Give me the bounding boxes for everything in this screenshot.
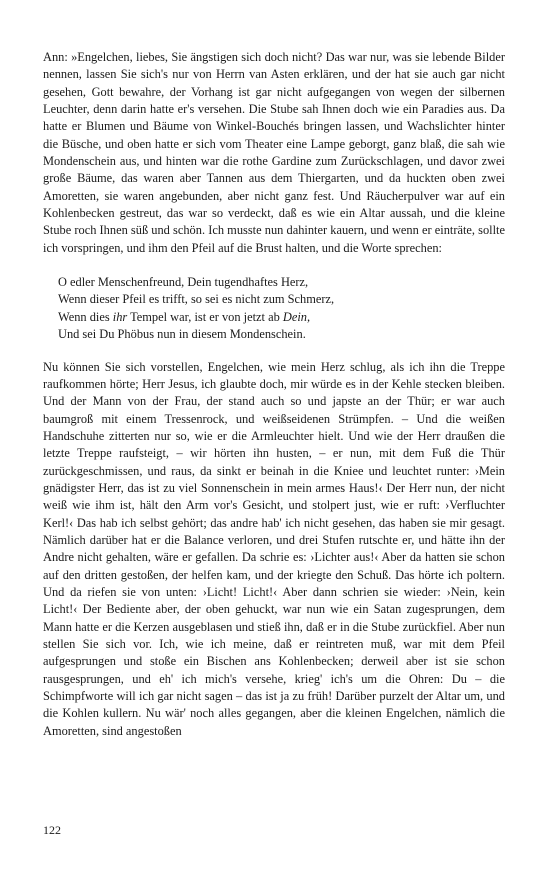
poem-emphasis: ihr	[112, 309, 128, 324]
poem-text: Wenn dies	[58, 309, 113, 324]
poem-text: Tempel war, ist er von jetzt ab	[127, 309, 283, 324]
poem-line	[58, 309, 505, 326]
poem-block	[58, 274, 505, 343]
poem-emphasis: Dein,	[282, 309, 311, 324]
poem-line: Wenn dieser Pfeil es trifft, so sei es nicht zum Schmerz,	[58, 292, 335, 307]
poem-line: Und sei Du Phöbus nun in diesem Mondenschein.	[58, 327, 306, 342]
page-number: 122	[43, 823, 61, 837]
page-body	[43, 49, 505, 740]
paragraph: Ann: »Engelchen, liebes, Sie ängstigen sich doch nicht? Das war nur, was sie lebende Bilder nennen, lassen Sie sich's nur von Herrn van Asten erklären, und der hat sie auch gar nicht gesehen, Gott bewahre, der Vorhang ist gar nicht aufgegangen von wegen der silbernen Leuchter, denn darin hatte er's versehen. Die Stube sah Ihnen doch wie ein Paradies aus. Da hatte er Blumen und Bäume von Winkel-Bouchés bringen lassen, und Wachslichter hinter die Büsche, und oben hatte er sich vom Theater eine Lampe geborgt, ganz blaß, die sah wie Mondenschein aus, und hinten war die rothe Gardine zum Zurückschlagen, und davor zwei große Bäume, das waren aber Tannen aus dem Thiergarten, und da huckten oben zwei Amoretten, sie waren angebunden, aber nicht ganz fest. Und Räucherpulver war auf ein Kohlenbecken gestreut, das war so verdeckt, daß es wie ein Altar aussah, und die kleine Stube roch Ihnen süß und schön. Ich musste nun dahinter kauern, und wenn er einträte, sollte ich vorspringen, und ihm den Pfeil auf die Brust halten, und die Worte sprechen:	[43, 50, 505, 255]
poem-line: O edler Menschenfreund, Dein tugendhaftes Herz,	[58, 275, 309, 290]
paragraph: Nu können Sie sich vorstellen, Engelchen, wie mein Herz schlug, als ich ihn die Treppe raufkommen hörte; Herr Jesus, ich glaubte doch, mir würde es in der Kehle stecken bleiben. Und der Mann von der Frau, der stand auch so und japste an der Thür; er war auch baumgroß mit einem Tressenrock, und weißseidenen Strümpfen. – Und die weißen Handschuhe zitterten nur so, wie er die Armleuchter hielt. Und wie der Herr draußen die letzte Treppe raufsteigt, – wir hörten ihn husten, – er nun, mit dem Fuß die Thür zurückgeschmissen, und raus, da sinkt er beinah in die Kniee und leuchtet runter: ›Mein gnädigster Herr, das ist zu viel Sonnenschein in mein armes Haus!‹ Der Herr nun, der nicht weiß wie ihm ist, hält den Arm vor's Gesicht, und stolpert just, wie er ruft: ›Verfluchter Kerl!‹ Das hab ich selbst gehört; das andre hab' ich nicht gesehen, das haben sie mir gesagt. Nämlich darüber hat er die Balance verloren, und drei Stufen rutschte er, und hätte ihn der Andre nicht gehalten, wäre er gefallen. Da schrie es: ›Lichter aus!‹ Aber da hatten sie schon auf den dritten gestoßen, der helfen kam, und der kriegte den Schuß. Das hörte ich poltern. Und da riefen sie von unten: ›Licht! Licht!‹ Aber dann schrien sie wieder: ›Nein, kein Licht!‹ Der Bediente aber, der oben gehuckt, war nun wie ein Satan zugesprungen, dem Mann hatte er die Kerzen ausgeblasen und stieß ihn, daß er in die Stube zurückfiel. Aber nun stellen Sie sich vor. Ich, wie ich meine, daß er reintreten muß, war mit dem Pfeil aufgesprungen und stoße ein Bischen ans Kohlenbecken; derweil aber ist sie schon rausgesprungen, und eh' ich mich's versehe, krieg' ich's um die Ohren: Du – die Schimpfworte will ich gar nicht sagen – das ist ja zu früh! Darüber purzelt der Altar um, und die Kohlen kullern. Nu wär' noch alles gegangen, aber die kleinen Engelchen, nämlich die Amoretten, sind angestoßen	[43, 359, 505, 738]
